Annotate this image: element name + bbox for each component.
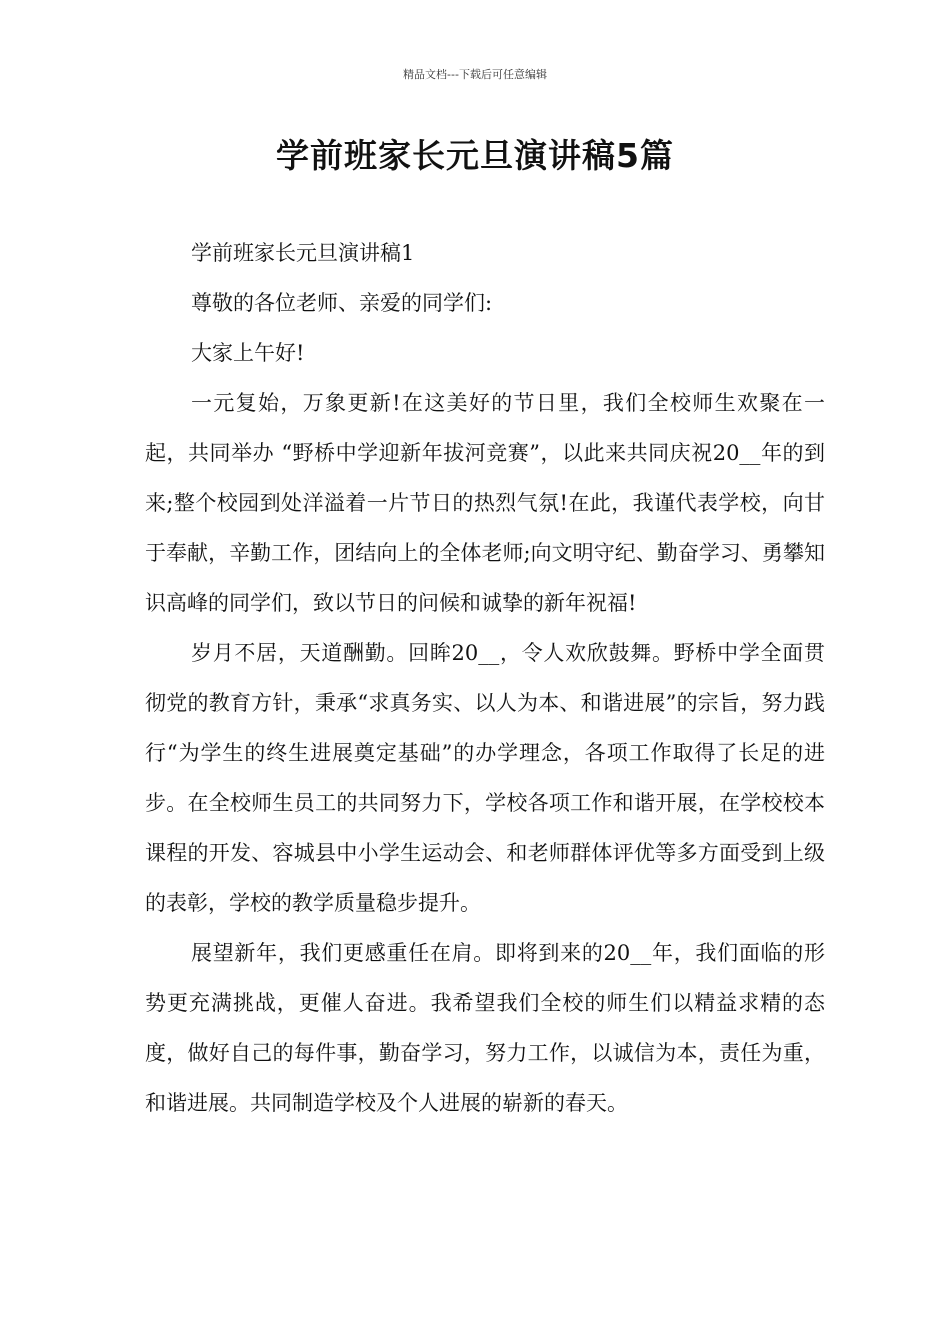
document-title: 学前班家长元旦演讲稿5篇 bbox=[276, 136, 674, 175]
document-body bbox=[145, 228, 825, 1128]
paragraph: 岁月不居，天道酬勤。回眸20__，令人欢欣鼓舞。野桥中学全面贯彻党的教育方针，秉承“求真务实、以人为本、和谐进展”的宗旨，努力践行“为学生的终生进展奠定基础”的办学理念，各项工作取得了长足的进步。在全校师生员工的共同努力下，学校各项工作和谐开展，在学校校本课程的开发、容城县中小学生运动会、和老师群体评优等多方面受到上级的表彰，学校的教学质量稳步提升。 bbox=[145, 641, 825, 915]
header-note: 精品文档---下载后可任意编辑 bbox=[403, 68, 547, 81]
paragraph: 一元复始，万象更新!在这美好的节日里，我们全校师生欢聚在一起，共同举办 “野桥中学迎新年拔河竞赛”，以此来共同庆祝20__年的到来;整个校园到处洋溢着一片节日的热烈气氛!在此，我谨代表学校，向甘于奉献，辛勤工作，团结向上的全体老师;向文明守纪、勤奋学习、勇攀知识高峰的同学们，致以节日的问候和诚挚的新年祝福! bbox=[145, 391, 825, 615]
salutation: 尊敬的各位老师、亲爱的同学们: bbox=[191, 291, 493, 315]
section-heading: 学前班家长元旦演讲稿1 bbox=[191, 241, 415, 265]
paragraph: 展望新年，我们更感重任在肩。即将到来的20__年，我们面临的形势更充满挑战，更催人奋进。我希望我们全校的师生们以精益求精的态度，做好自己的每件事，勤奋学习，努力工作，以诚信为本，责任为重，和谐进展。共同制造学校及个人进展的崭新的春天。 bbox=[145, 941, 825, 1115]
greeting: 大家上午好! bbox=[191, 341, 305, 365]
